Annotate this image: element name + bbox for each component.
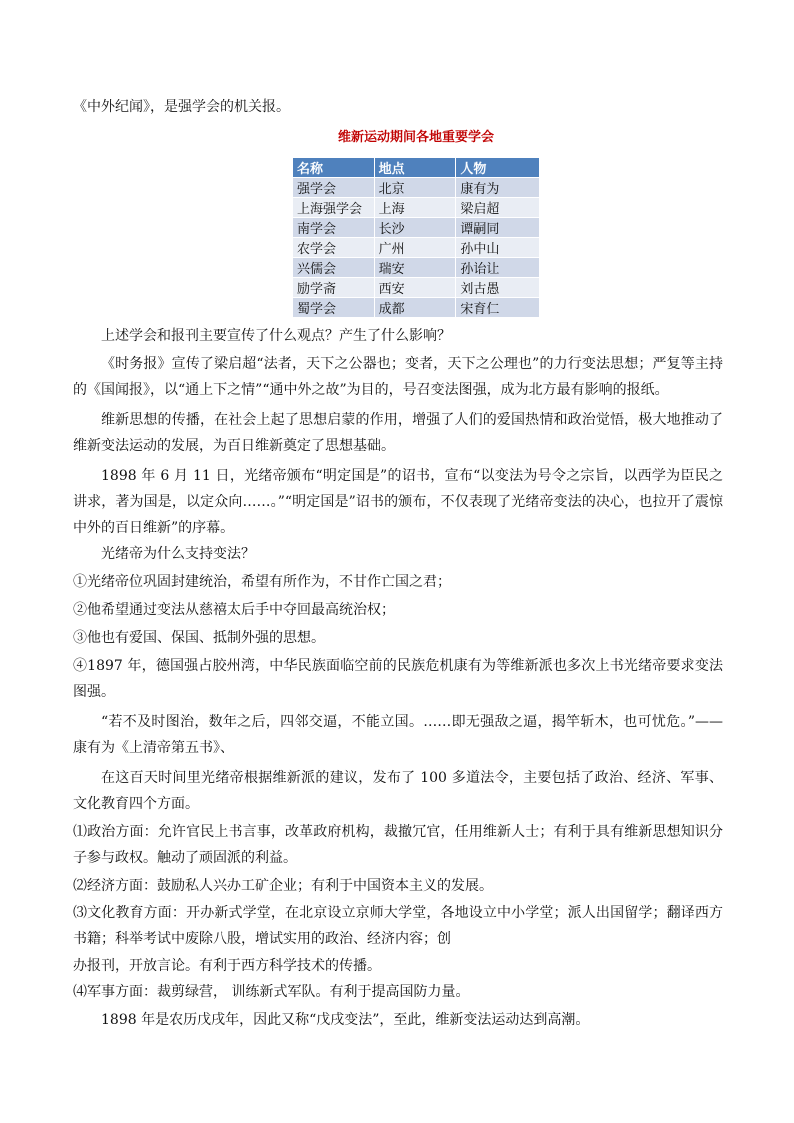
paragraph-edict: 1898 年 6 月 11 日，光绪帝颁布“明定国是”的诏书，宣布“以变法为号令之宗旨，以西学为臣民之讲求，著为国是，以定众向……。”“明定国是”诏书的颁布，不仅表现了光绪帝变法的决心，也拉开了震惊中外的百日维新”的序幕。 [73, 468, 723, 536]
cell-location: 西安 [374, 278, 456, 298]
aspect-political: ⑴政治方面：允许官民上书言事，改革政府机构，裁撤冗官，任用维新人士；有利于具有维新思想知识分子参与政权。触动了顽固派的利益。 [73, 824, 723, 866]
societies-table [292, 157, 540, 318]
reason-three: ③他也有爱国、保国、抵制外强的思想。 [73, 630, 325, 646]
table-row [293, 258, 540, 278]
cell-location: 瑞安 [374, 258, 456, 278]
cell-location: 上海 [374, 198, 456, 218]
cell-name: 强学会 [293, 178, 375, 198]
header-name: 名称 [293, 158, 375, 178]
cell-name: 上海强学会 [293, 198, 375, 218]
paragraph-shiwubao: 《时务报》宣传了梁启超“法者，天下之公器也；变者，天下之公理也”的力行变法思想；严复等主持的《国闻报》，以“通上下之情”“通中外之故”为目的，号召变法图强，成为北方最有影响的报纸。 [73, 356, 723, 398]
table-row [293, 278, 540, 298]
cell-person: 康有为 [456, 178, 540, 198]
question-two: 光绪帝为什么支持变法？ [101, 546, 255, 562]
cell-person: 梁启超 [456, 198, 540, 218]
cell-location: 广州 [374, 238, 456, 258]
reason-two: ②他希望通过变法从慈禧太后手中夺回最高统治权； [73, 602, 395, 618]
cell-person: 谭嗣同 [456, 218, 540, 238]
reason-four: ④1897 年，德国强占胶州湾，中华民族面临空前的民族危机康有为等维新派也多次上书光绪帝要求变法图强。 [73, 658, 723, 700]
table-header-row [293, 158, 540, 178]
cell-name: 南学会 [293, 218, 375, 238]
table-row [293, 198, 540, 218]
kang-quote: “若不及时图治，数年之后，四邻交逼，不能立国。……即无强敌之逼，揭竿斩木，也可忧危。”——康有为《上清帝第五书》、 [73, 714, 723, 756]
cell-name: 励学斋 [293, 278, 375, 298]
cell-location: 长沙 [374, 218, 456, 238]
cell-name: 兴儒会 [293, 258, 375, 278]
intro-line: 《中外纪闻》，是强学会的机关报。 [73, 99, 290, 115]
aspect-education-cont: 办报刊，开放言论。有利于西方科学技术的传播。 [73, 958, 381, 974]
cell-person: 宋育仁 [456, 298, 540, 318]
paragraph-influence: 维新思想的传播，在社会上起了思想启蒙的作用，增强了人们的爱国热情和政治觉悟，极大地推动了维新变法运动的发展，为百日维新奠定了思想基础。 [73, 412, 723, 454]
cell-name: 农学会 [293, 238, 375, 258]
header-location: 地点 [374, 158, 456, 178]
cell-location: 成都 [374, 298, 456, 318]
table-row [293, 298, 540, 318]
table-title: 维新运动期间各地重要学会 [337, 130, 494, 145]
paragraph-wuxu: 1898 年是农历戊戌年，因此又称“戊戌变法”，至此，维新变法运动达到高潮。 [101, 1012, 590, 1028]
question-one: 上述学会和报刊主要宣传了什么观点？产生了什么影响？ [101, 328, 451, 344]
cell-person: 孙中山 [456, 238, 540, 258]
cell-name: 蜀学会 [293, 298, 375, 318]
cell-location: 北京 [374, 178, 456, 198]
cell-person: 孙诒让 [456, 258, 540, 278]
aspect-military: ⑷军事方面：裁剪绿营， 训练新式军队。有利于提高国防力量。 [73, 984, 470, 1000]
aspect-education: ⑶文化教育方面：开办新式学堂，在北京设立京师大学堂，各地设立中小学堂；派人出国留学；翻译西方书籍；科举考试中废除八股，增试实用的政治、经济内容；创 [73, 905, 723, 947]
table-row [293, 238, 540, 258]
table-row [293, 178, 540, 198]
header-person: 人物 [456, 158, 540, 178]
cell-person: 刘古愚 [456, 278, 540, 298]
table-row [293, 218, 540, 238]
paragraph-hundred-days: 在这百天时间里光绪帝根据维新派的建议，发布了 100 多道法令，主要包括了政治、经济、军事、文化教育四个方面。 [73, 770, 723, 812]
aspect-economic: ⑵经济方面：鼓励私人兴办工矿企业；有利于中国资本主义的发展。 [73, 878, 493, 894]
reason-one: ①光绪帝位巩固封建统治，希望有所作为，不甘作亡国之君； [73, 574, 451, 590]
